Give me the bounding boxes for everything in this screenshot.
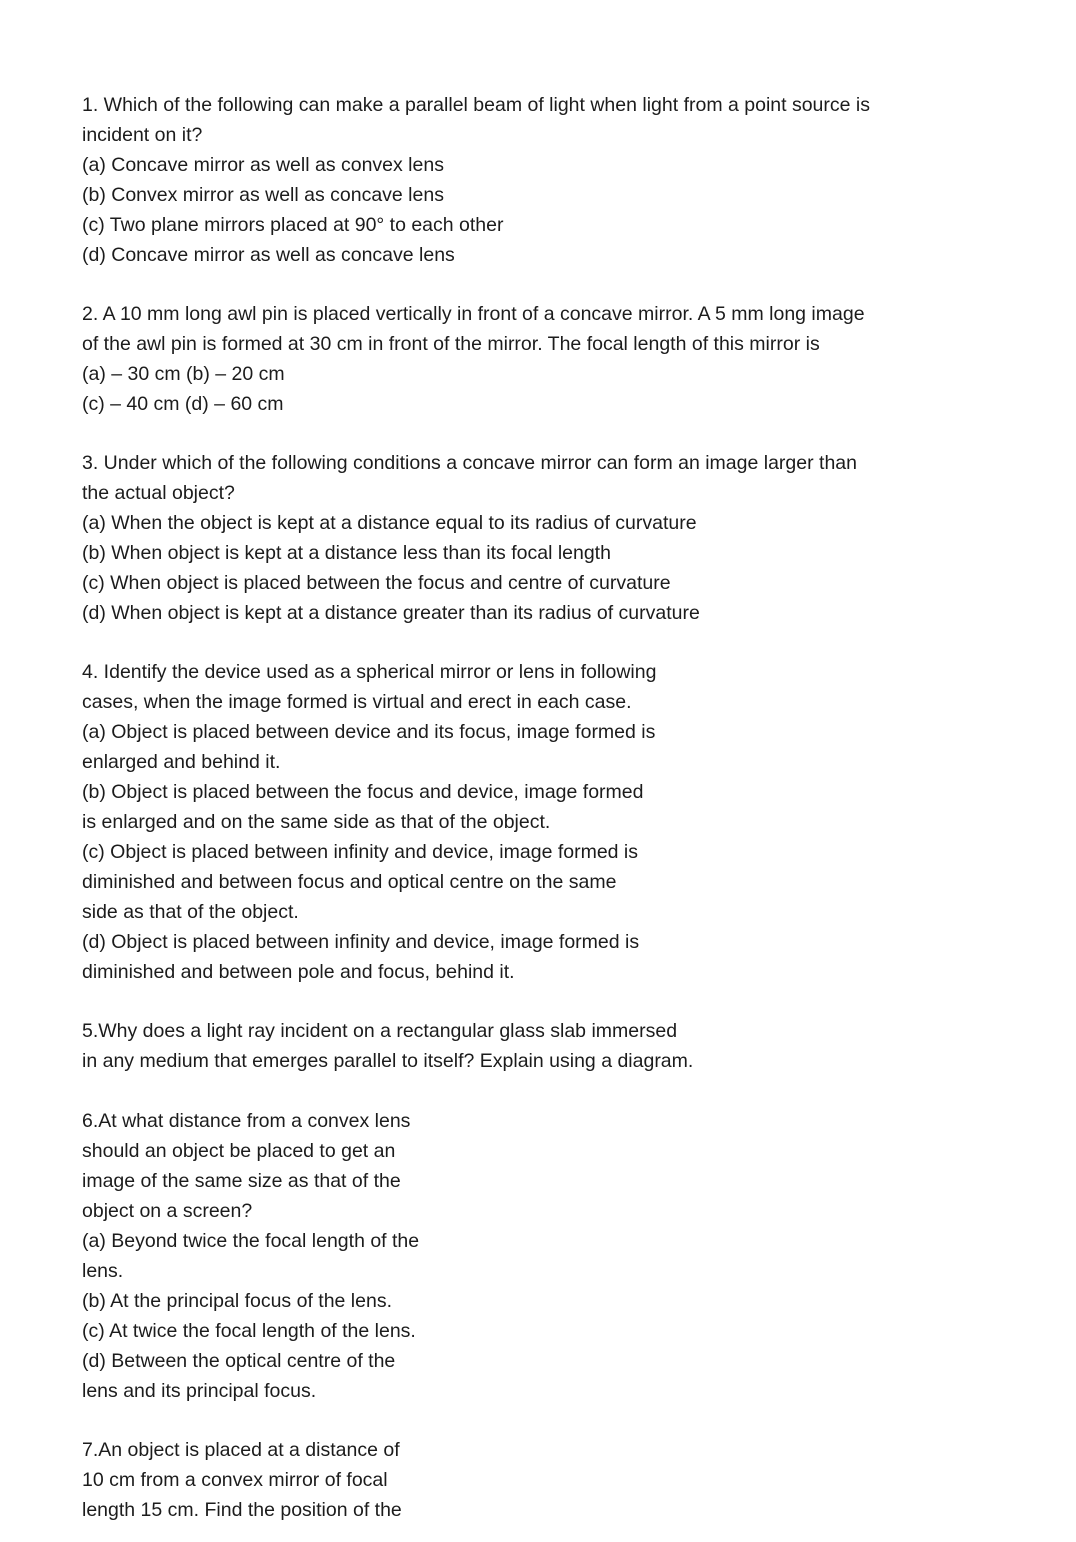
question-4-option: diminished and between focus and optical centre on the same	[82, 871, 617, 893]
question-6-option: lens.	[82, 1260, 124, 1282]
question-3-line: the actual object?	[82, 482, 235, 504]
question-6-line: image of the same size as that of the	[82, 1170, 401, 1192]
question-4-line: cases, when the image formed is virtual and erect in each case.	[82, 691, 632, 713]
question-4-option: (c) Object is placed between infinity and device, image formed is	[82, 841, 639, 863]
question-5	[82, 1016, 693, 1076]
question-7-line: 7.An object is placed at a distance of	[82, 1439, 400, 1461]
question-3-option: (a) When the object is kept at a distance equal to its radius of curvature	[82, 512, 697, 534]
question-5-line: in any medium that emerges parallel to itself? Explain using a diagram.	[82, 1050, 694, 1072]
question-3-option: (d) When object is kept at a distance greater than its radius of curvature	[82, 602, 700, 624]
question-4-line: 4. Identify the device used as a spherical mirror or lens in following	[82, 661, 657, 683]
question-6-line: should an object be placed to get an	[82, 1140, 396, 1162]
question-6-option: (d) Between the optical centre of the	[82, 1350, 396, 1372]
question-1-line: 1. Which of the following can make a parallel beam of light when light from a point source is	[82, 94, 870, 116]
question-7-line: length 15 cm. Find the position of the	[82, 1499, 402, 1521]
question-1-option: (d) Concave mirror as well as concave lens	[82, 244, 455, 266]
question-1-option: (a) Concave mirror as well as convex lens	[82, 154, 444, 176]
question-2-line: of the awl pin is formed at 30 cm in front of the mirror. The focal length of this mirror is	[82, 333, 820, 355]
question-1-option: (c) Two plane mirrors placed at 90° to each other	[82, 214, 504, 236]
question-2-line: 2. A 10 mm long awl pin is placed vertically in front of a concave mirror. A 5 mm long image	[82, 303, 865, 325]
question-3	[82, 448, 857, 628]
question-3-line: 3. Under which of the following conditions a concave mirror can form an image larger than	[82, 452, 857, 474]
question-6	[82, 1106, 419, 1406]
question-4	[82, 657, 656, 987]
question-1-line: incident on it?	[82, 124, 203, 146]
question-4-option: (a) Object is placed between device and its focus, image formed is	[82, 721, 656, 743]
question-7-line: 10 cm from a convex mirror of focal	[82, 1469, 388, 1491]
question-5-line: 5.Why does a light ray incident on a rectangular glass slab immersed	[82, 1020, 678, 1042]
question-6-line: 6.At what distance from a convex lens	[82, 1110, 411, 1132]
question-6-option: (b) At the principal focus of the lens.	[82, 1290, 393, 1312]
question-6-option: lens and its principal focus.	[82, 1380, 317, 1402]
question-3-option: (b) When object is kept at a distance less than its focal length	[82, 542, 611, 564]
question-4-option: is enlarged and on the same side as that of the object.	[82, 811, 551, 833]
question-6-option: (c) At twice the focal length of the lens.	[82, 1320, 416, 1342]
question-1-option: (b) Convex mirror as well as concave lens	[82, 184, 444, 206]
question-4-option: side as that of the object.	[82, 901, 299, 923]
question-3-option: (c) When object is placed between the focus and centre of curvature	[82, 572, 671, 594]
question-4-option: (d) Object is placed between infinity and device, image formed is	[82, 931, 640, 953]
question-2	[82, 299, 865, 419]
question-1	[82, 90, 870, 270]
question-4-option: (b) Object is placed between the focus and device, image formed	[82, 781, 644, 803]
question-4-option: enlarged and behind it.	[82, 751, 281, 773]
question-4-option: diminished and between pole and focus, behind it.	[82, 961, 515, 983]
question-7	[82, 1435, 402, 1525]
question-6-option: (a) Beyond twice the focal length of the	[82, 1230, 420, 1252]
question-6-line: object on a screen?	[82, 1200, 253, 1222]
question-2-option: (c) – 40 cm (d) – 60 cm	[82, 393, 284, 415]
question-2-option: (a) – 30 cm (b) – 20 cm	[82, 363, 285, 385]
